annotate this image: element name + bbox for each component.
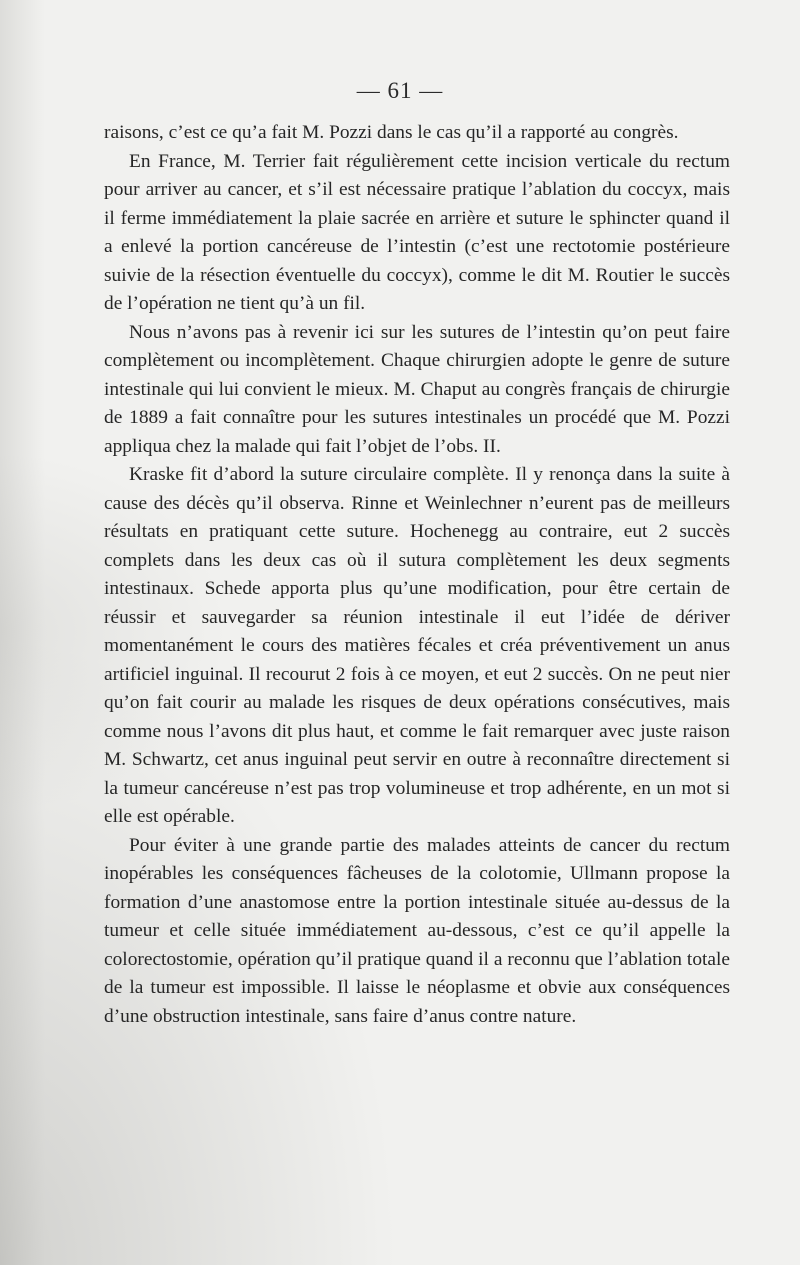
page-number: — 61 — <box>356 78 444 103</box>
paragraph: Kraske fit d’abord la suture circulaire complète. Il y renonça dans la suite à cause des décès qu’il observa. Rinne et Weinlechner n’eurent pas de meilleurs résultats en pratiquant cette suture. Hochenegg au contraire, eut 2 succès complets dans les deux cas où il sutura complètement les deux segments intestinaux. Schede apporta plus qu’une modification, pour être certain de réussir et sauvegarder sa réunion intestinale il eut l’idée de dériver momentanément le cours des matières fécales et créa préventivement un anus artificiel inguinal. Il recourut 2 fois à ce moyen, et eut 2 succès. On ne peut nier qu’on fait courir au malade les risques de deux opérations consécutives, mais comme nous l’avons dit plus haut, et comme le fait remarquer avec juste raison M. Schwartz, cet anus inguinal peut servir en outre à reconnaître directement si la tumeur cancéreuse n’est pas trop volumineuse et trop adhérente, en un mot si elle est opérable. <box>104 464 730 827</box>
paragraph: Pour éviter à une grande partie des malades atteints de cancer du rectum inopérables les conséquences fâcheuses de la colotomie, Ullmann propose la formation d’une anastomose entre la portion intestinale située au-dessus de la tumeur et celle située immédiatement au-dessous, c’est ce qu’il appelle la colorectostomie, opération qu’il pratique quand il a reconnu que l’ablation totale de la tumeur est impossible. Il laisse le néoplasme et obvie aux conséquences d’une obstruction intestinale, sans faire d’anus contre nature. <box>104 834 730 1027</box>
paragraph-continued: raisons, c’est ce qu’a fait M. Pozzi dans le cas qu’il a rapporté au congrès. <box>104 122 679 143</box>
paragraph: Nous n’avons pas à revenir ici sur les sutures de l’intestin qu’on peut faire complètement ou incomplètement. Chaque chirurgien adopte le genre de suture intestinale qui lui convient le mieux. M. Chaput au congrès français de chirurgie de 1889 a fait connaître pour les sutures intestinales un procédé que M. Pozzi appliqua chez la malade qui fait l’objet de l’obs. II. <box>104 321 730 457</box>
body-text <box>104 119 730 1031</box>
paragraph: En France, M. Terrier fait régulièrement cette incision verticale du rectum pour arriver au cancer, et s’il est nécessaire pratique l’ablation du coccyx, mais il ferme immédiatement la plaie sacrée en arrière et suture le sphincter quand il a enlevé la portion cancéreuse de l’intestin (c’est une rectotomie postérieure suivie de la résection éventuelle du coccyx), comme le dit M. Routier le succès de l’opération ne tient qu’à un fil. <box>104 150 730 314</box>
